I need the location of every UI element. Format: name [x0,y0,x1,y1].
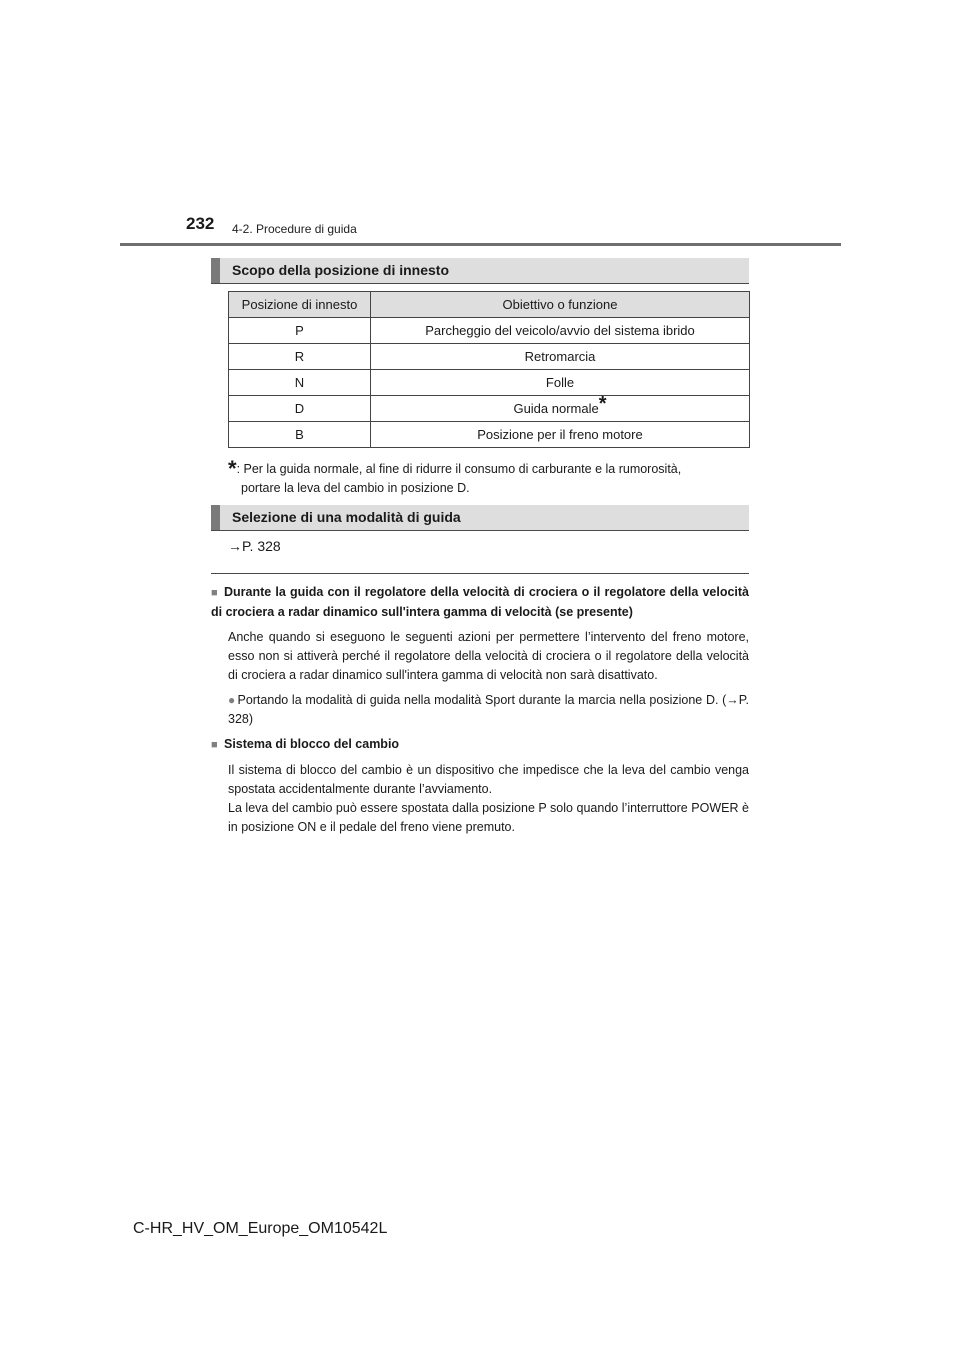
note-title [211,735,749,755]
table-cell-function: Parcheggio del veicolo/avvio del sistema ibrido [371,318,750,344]
note-title-text: Durante la guida con il regolatore della velocità di crociera o il regolatore della velocità di crociera a radar dinamico sull'intera gamma di velocità (se presente) [211,585,749,619]
section-path: 4-2. Procedure di guida [232,222,357,236]
table-cell-position: B [229,422,371,448]
note-shift-lock [211,735,749,837]
table-header-cell: Obiettivo o funzione [371,292,750,318]
table-cell-position: R [229,344,371,370]
table-row [229,396,750,422]
footnote [228,456,749,498]
note-paragraph: Anche quando si eseguono le seguenti azioni per permettere l’intervento del freno motore, esso non si attiverà perché il regolatore della velocità di crociera o il regolatore della velocità di crociera a radar dinamico sull'intera gamma di velocità non sarà disattivato. [228,630,749,682]
notes-divider [211,573,749,574]
footnote-marker: * [598,393,607,415]
note-paragraph: La leva del cambio può essere spostata dalla posizione P solo quando l’interruttore POWER è in posizione ON e il pedale del freno viene premuto. [228,801,749,834]
table-header-row [229,292,750,318]
table-row [229,344,750,370]
square-bullet-icon: ■ [211,587,218,599]
heading-underline [211,283,749,284]
table-row [229,422,750,448]
footnote-line1: : Per la guida normale, al fine di ridurre il consumo di carburante e la rumorosità, [236,462,682,476]
note-bullet-text: Portando la modalità di guida nella modalità Sport durante la marcia nella posizione D. (→P. 328) [228,693,749,726]
table-cell-position: P [229,318,371,344]
table-cell-function: Folle [371,370,750,396]
table-cell-function: Posizione per il freno motore [371,422,750,448]
table-header-cell: Posizione di innesto [229,292,371,318]
table-cell-function: Retromarcia [371,344,750,370]
section-heading-gear-position: Scopo della posizione di innesto [211,258,749,283]
page-reference-link[interactable]: →P. 328 [228,538,281,554]
table-row [229,318,750,344]
heading-underline [211,530,749,531]
note-cruise-control [211,583,749,729]
section-heading-drive-mode: Selezione di una modalità di guida [211,505,749,530]
note-title [211,583,749,622]
note-paragraph: Il sistema di blocco del cambio è un dispositivo che impedisce che la leva del cambio venga spostata accidentalmente durante l’avviamento. [228,763,749,796]
table-cell-position: N [229,370,371,396]
note-title-text: Sistema di blocco del cambio [224,737,400,751]
page-number: 232 [186,214,215,233]
square-bullet-icon: ■ [211,739,218,751]
footnote-line2: portare la leva del cambio in posizione D. [241,481,470,495]
table-cell-function-text: Guida normale [513,401,599,416]
table-row [229,370,750,396]
footnote-star: * [228,456,237,481]
header-rule [120,243,841,246]
circle-bullet-icon: ● [228,693,236,707]
table-cell-function [371,393,750,422]
gear-position-table [228,291,750,448]
document-id: C-HR_HV_OM_Europe_OM10542L [133,1220,388,1237]
note-bullet [228,691,749,729]
table-cell-position: D [229,396,371,422]
